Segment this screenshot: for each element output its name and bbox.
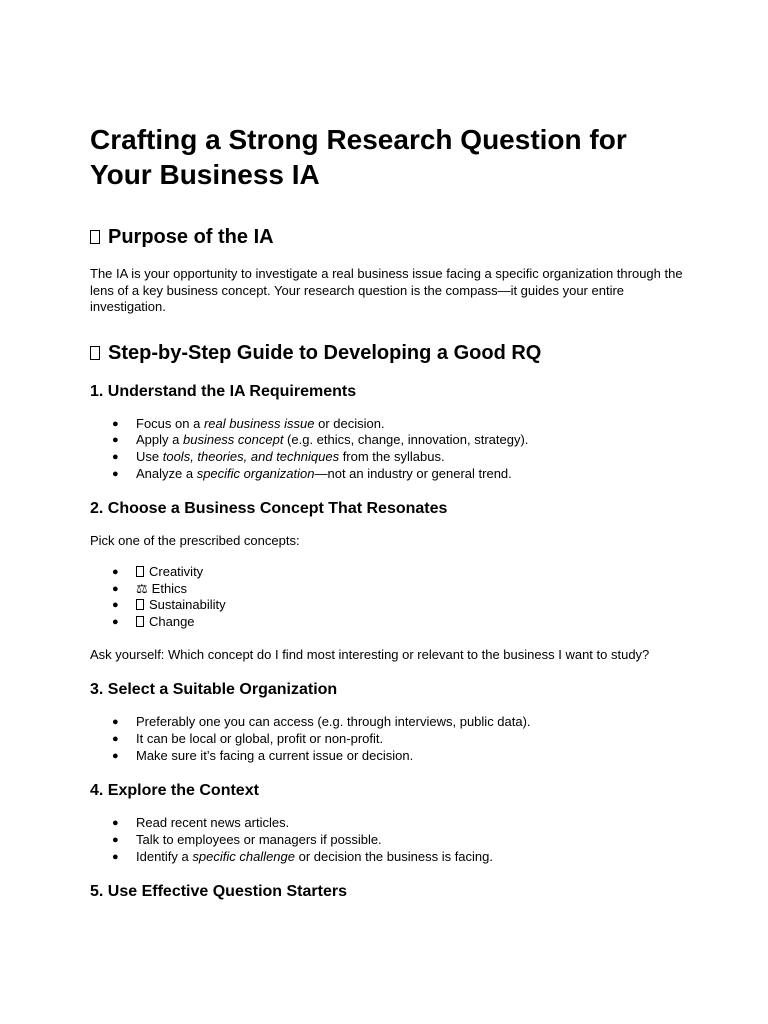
list-item: ● Make sure it’s facing a current issue or decision.	[112, 747, 414, 763]
bullet-icon: ●	[112, 417, 119, 430]
list-item: ● Read recent news articles.	[112, 815, 290, 831]
bullet-icon: ●	[112, 434, 119, 447]
section-heading-purpose-text: Purpose of the IA	[108, 226, 274, 248]
list-item: ● Analyze a specific organization—not an industry or general trend.	[112, 465, 512, 481]
list-item: ● ⚖ Ethics	[112, 580, 188, 596]
box-icon	[90, 230, 100, 244]
list-item: ● Preferably one you can access (e.g. through interviews, public data).	[112, 714, 531, 730]
list-item: ● Use tools, theories, and techniques from the syllabus.	[112, 448, 445, 464]
bullet-icon: ●	[112, 599, 119, 612]
box-icon	[90, 346, 100, 360]
list-item: ● Creativity	[112, 563, 204, 579]
section-heading-guide-text: Step-by-Step Guide to Developing a Good RQ	[108, 341, 542, 364]
list-item: ● Change	[112, 613, 195, 629]
step-1-list	[90, 416, 690, 483]
list-item: ● Identify a specific challenge or decision the business is facing.	[112, 848, 493, 864]
bullet-icon: ●	[112, 716, 119, 729]
concept-intro: Pick one of the prescribed concepts:	[90, 533, 300, 549]
box-icon	[136, 616, 144, 627]
bullet-icon: ●	[112, 817, 119, 830]
scale-icon: ⚖	[136, 580, 148, 596]
step-3-list	[90, 714, 690, 764]
list-item: ● Talk to employees or managers if possible.	[112, 831, 382, 847]
step-1-heading: 1. Understand the IA Requirements	[90, 382, 357, 400]
step-3-heading: 3. Select a Suitable Organization	[90, 681, 338, 699]
bullet-icon: ●	[112, 749, 119, 762]
bullet-icon: ●	[112, 615, 119, 628]
list-item: ● Sustainability	[112, 597, 226, 613]
bullet-icon: ●	[112, 732, 119, 745]
step-4-list	[90, 815, 690, 865]
bullet-icon: ●	[112, 582, 119, 595]
step-4-heading: 4. Explore the Context	[90, 782, 259, 800]
list-item: ● It can be local or global, profit or non-profit.	[112, 730, 384, 746]
concept-reflection: Ask yourself: Which concept do I find most interesting or relevant to the business I want to study?	[90, 646, 650, 662]
page-title: Crafting a Strong Research Question for Your Business IA	[90, 124, 627, 190]
bullet-icon: ●	[112, 565, 119, 578]
concept-list	[90, 564, 690, 631]
list-item: ● Focus on a real business issue or decision.	[112, 415, 385, 431]
bullet-icon: ●	[112, 833, 119, 846]
box-icon	[136, 566, 144, 577]
bullet-icon: ●	[112, 850, 119, 863]
list-item: ● Apply a business concept (e.g. ethics, change, innovation, strategy).	[112, 432, 529, 448]
bullet-icon: ●	[112, 450, 119, 463]
purpose-paragraph: The IA is your opportunity to investigate a real business issue facing a specific organization through the lens of a key business concept. Your research question is the compass—it guides your entire investigation.	[90, 266, 683, 314]
step-5-heading: 5. Use Effective Question Starters	[90, 883, 347, 901]
bullet-icon: ●	[112, 467, 119, 480]
document-content	[90, 122, 690, 916]
box-icon	[136, 599, 144, 610]
section-heading-guide	[90, 341, 690, 365]
section-heading-purpose	[90, 225, 690, 249]
step-2-heading: 2. Choose a Business Concept That Resonates	[90, 500, 448, 518]
